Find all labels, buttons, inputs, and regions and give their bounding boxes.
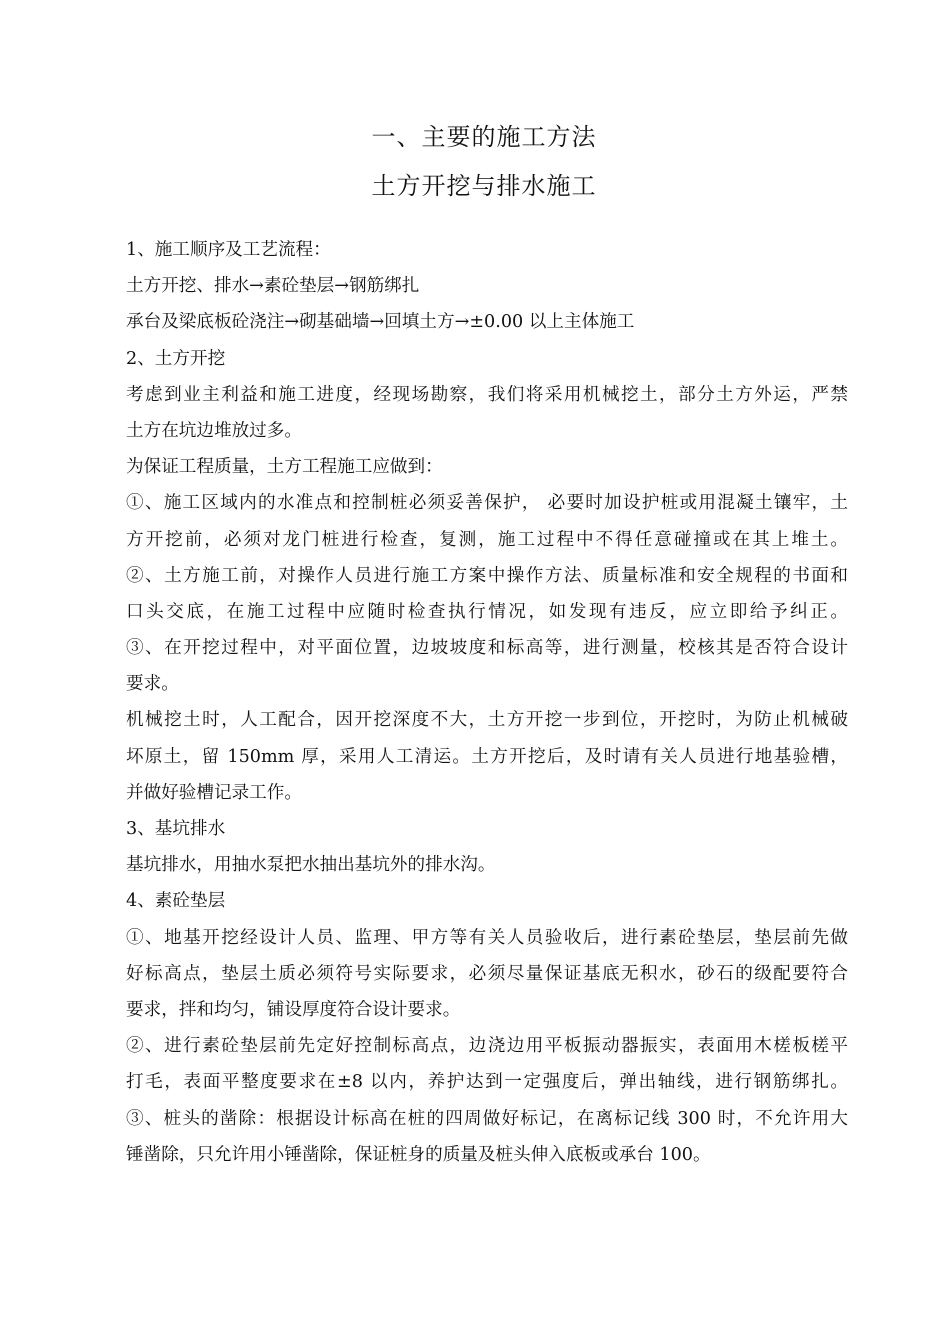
process-flow-line-1: 土方开挖、排水→素砼垫层→钢筋绑扎: [126, 276, 420, 297]
paragraph-line: ②、进行素砼垫层前先定好控制标高点，边浇边用平板振动器振实，表面用木槎板槎平: [126, 1036, 848, 1057]
paragraph-line: 基坑排水，用抽水泵把水抽出基坑外的排水沟。: [126, 855, 496, 876]
paragraph-line: 好标高点，垫层土质必须符号实际要求，必须尽量保证基底无积水，砂石的级配要符合: [126, 963, 848, 984]
paragraph-line: 锤凿除，只允许用小锤凿除，保证桩身的质量及桩头伸入底板或承台 100。: [126, 1144, 711, 1165]
paragraph-line: 为保证工程质量，土方工程施工应做到：: [126, 457, 443, 478]
paragraph-line: 并做好验槽记录工作。: [126, 782, 302, 803]
paragraph-line: 要求，拌和均匀，铺设厚度符合设计要求。: [126, 999, 461, 1020]
section-heading-process: 1、施工顺序及工艺流程：: [126, 240, 331, 260]
process-flow-line-2: 承台及梁底板砼浇注→砌基础墙→回填土方→±0.00 以上主体施工: [126, 312, 635, 333]
paragraph-line: ③、在开挖过程中，对平面位置，边坡坡度和标高等，进行测量，校核其是否符合设计: [126, 638, 848, 659]
section-heading-excavation: 2、土方开挖: [126, 348, 226, 369]
paragraph-line: 要求。: [126, 674, 179, 695]
paragraph-line: ①、施工区域内的水准点和控制桩必须妥善保护， 必要时加设护桩或用混凝土镶牢，土: [126, 493, 848, 514]
paragraph-line: 土方在坑边堆放过多。: [126, 420, 302, 441]
paragraph-line: ③、桩头的凿除：根据设计标高在桩的四周做好标记，在离标记线 300 时，不允许用大: [126, 1108, 848, 1129]
paragraph-line: 打毛，表面平整度要求在±8 以内，养护达到一定强度后，弹出轴线，进行钢筋绑扎。: [126, 1072, 848, 1093]
paragraph-line: ①、地基开挖经设计人员、监理、甲方等有关人员验收后，进行素砼垫层，垫层前先做: [126, 927, 848, 948]
paragraph-line: 坏原土，留 150mm 厚，采用人工清运。土方开挖后，及时请有关人员进行地基验槽，: [126, 746, 848, 767]
page-title: 一、主要的施工方法: [371, 123, 597, 151]
section-heading-drainage: 3、基坑排水: [126, 819, 226, 839]
paragraph-line: 机械挖土时，人工配合，因开挖深度不大，土方开挖一步到位，开挖时，为防止机械破: [126, 710, 848, 731]
paragraph-line: 方开挖前，必须对龙门桩进行检查，复测，施工过程中不得任意碰撞或在其上堆土。: [126, 529, 848, 550]
document-body: [126, 232, 848, 1173]
paragraph-line: 考虑到业主利益和施工进度，经现场勘察，我们将采用机械挖土，部分土方外运，严禁: [126, 384, 848, 405]
page-subtitle: 土方开挖与排水施工: [371, 172, 597, 200]
paragraph-line: 口头交底，在施工过程中应随时检查执行情况，如发现有违反，应立即给予纠正。: [126, 601, 848, 622]
paragraph-line: ②、土方施工前，对操作人员进行施工方案中操作方法、质量标准和安全规程的书面和: [126, 565, 848, 586]
section-heading-cushion: 4、素砼垫层: [126, 891, 226, 912]
